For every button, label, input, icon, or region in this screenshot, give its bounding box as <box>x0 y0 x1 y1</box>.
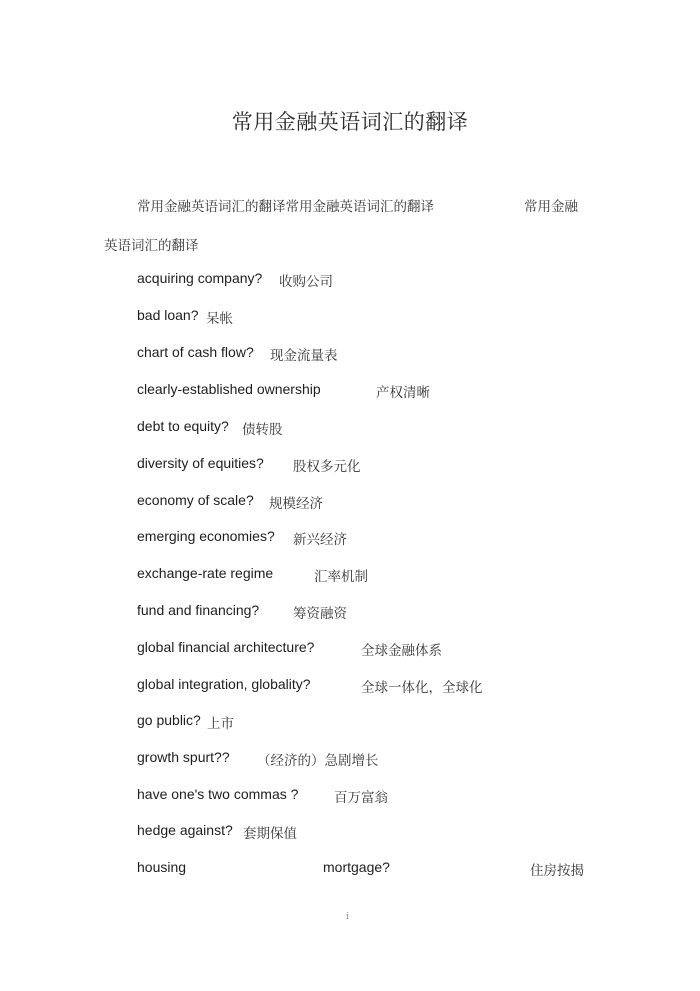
english-term: global integration, globality? <box>137 676 311 692</box>
english-term: have one's two commas ? <box>137 786 299 802</box>
chinese-translation: 收购公司 <box>279 274 333 290</box>
english-term: chart of cash flow? <box>137 344 254 360</box>
english-term: economy of scale? <box>137 492 254 508</box>
english-term: fund and financing? <box>137 602 260 618</box>
page-title: 常用金融英语词汇的翻译 <box>231 110 469 134</box>
chinese-translation: 债转股 <box>242 422 283 438</box>
english-term: clearly-established ownership <box>137 381 321 397</box>
english-term-part1: housing <box>137 859 187 875</box>
english-term: debt to equity? <box>137 418 229 434</box>
chinese-translation: 筹资融资 <box>293 606 347 622</box>
english-term: hedge against? <box>137 822 233 838</box>
intro-line-2: 英语词汇的翻译 <box>104 238 199 254</box>
chinese-translation: （经济的）急剧增长 <box>257 753 379 769</box>
intro-line-1b: 常用金融 <box>524 199 578 215</box>
english-term: acquiring company? <box>137 270 263 286</box>
intro-line-1a: 常用金融英语词汇的翻译常用金融英语词汇的翻译 <box>137 199 434 215</box>
chinese-translation: 全球一体化，全球化 <box>361 680 483 696</box>
chinese-translation: 规模经济 <box>269 496 323 512</box>
chinese-translation: 现金流量表 <box>270 348 338 364</box>
chinese-translation: 上市 <box>207 716 234 732</box>
english-term: diversity of equities? <box>137 455 264 471</box>
page-number: i <box>346 912 349 922</box>
english-term: global financial architecture? <box>137 639 315 655</box>
english-term: growth spurt?? <box>137 749 230 765</box>
english-term: exchange-rate regime <box>137 565 274 581</box>
chinese-translation: 产权清晰 <box>376 385 430 401</box>
chinese-translation: 呆帐 <box>206 311 233 327</box>
english-term: emerging economies? <box>137 528 275 544</box>
chinese-translation: 汇率机制 <box>314 569 368 585</box>
english-term: bad loan? <box>137 307 199 323</box>
chinese-translation: 住房按揭 <box>530 863 584 879</box>
chinese-translation: 股权多元化 <box>293 459 361 475</box>
chinese-translation: 百万富翁 <box>334 790 388 806</box>
chinese-translation: 套期保值 <box>243 826 297 842</box>
chinese-translation: 全球金融体系 <box>361 643 442 659</box>
english-term-part2: mortgage? <box>323 859 390 875</box>
chinese-translation: 新兴经济 <box>293 532 347 548</box>
english-term: go public? <box>137 712 201 728</box>
